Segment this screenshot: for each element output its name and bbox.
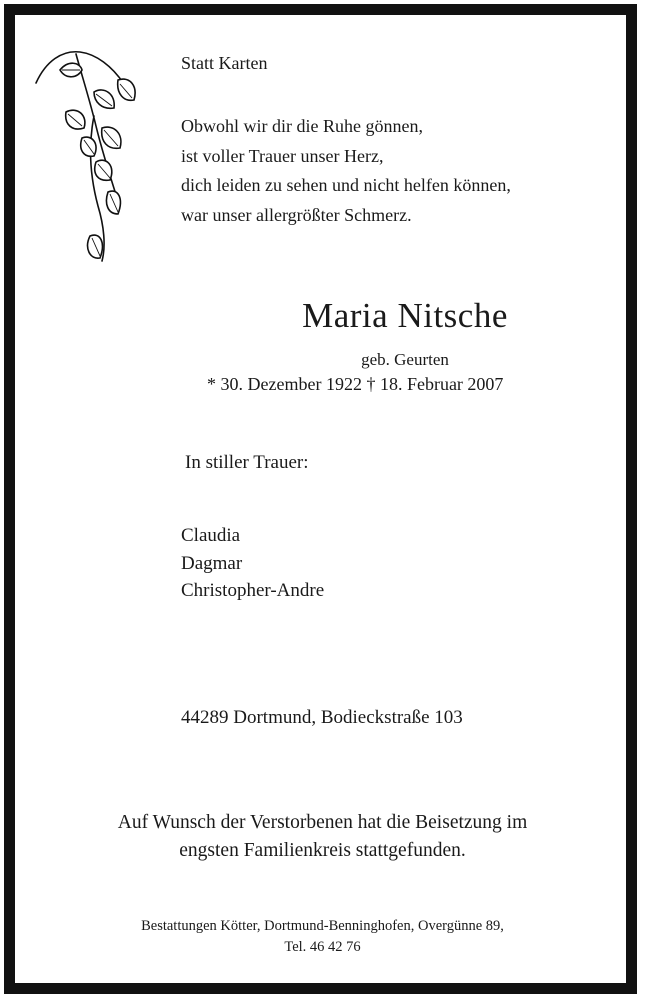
mourners-list bbox=[181, 522, 324, 605]
mourner-name: Christopher-Andre bbox=[181, 580, 325, 601]
life-dates: * 30. Dezember 1922 † 18. Februar 2007 bbox=[207, 374, 504, 394]
funeral-home-footer bbox=[0, 916, 645, 958]
poem-verse bbox=[181, 112, 621, 230]
mourner-name: Dagmar bbox=[181, 552, 243, 574]
notice-heading: Statt Karten bbox=[181, 53, 268, 73]
poem-line: war unser allergrößter Schmerz. bbox=[181, 204, 412, 225]
burial-note-line: Auf Wunsch der Verstorbenen hat die Beisetzung im bbox=[117, 812, 528, 833]
funeral-home-phone: Tel. 46 42 76 bbox=[284, 939, 361, 955]
deceased-name: Maria Nitsche bbox=[302, 296, 508, 335]
grieving-label: In stiller Trauer: bbox=[185, 452, 309, 473]
mourner-name: Claudia bbox=[181, 525, 241, 546]
burial-note-line: engsten Familienkreis stattgefunden. bbox=[179, 840, 466, 861]
poem-line: ist voller Trauer unser Herz, bbox=[181, 145, 384, 166]
birth-name: geb. Geurten bbox=[361, 350, 449, 369]
funeral-home-line: Bestattungen Kötter, Dortmund-Benninghofen, Overgünne 89, bbox=[141, 918, 504, 934]
birch-branch-icon bbox=[32, 46, 147, 271]
family-address: 44289 Dortmund, Bodieckstraße 103 bbox=[181, 707, 463, 728]
poem-line: Obwohl wir dir die Ruhe gönnen, bbox=[181, 116, 423, 136]
burial-note bbox=[0, 809, 645, 865]
poem-line: dich leiden zu sehen und nicht helfen können, bbox=[181, 175, 511, 195]
